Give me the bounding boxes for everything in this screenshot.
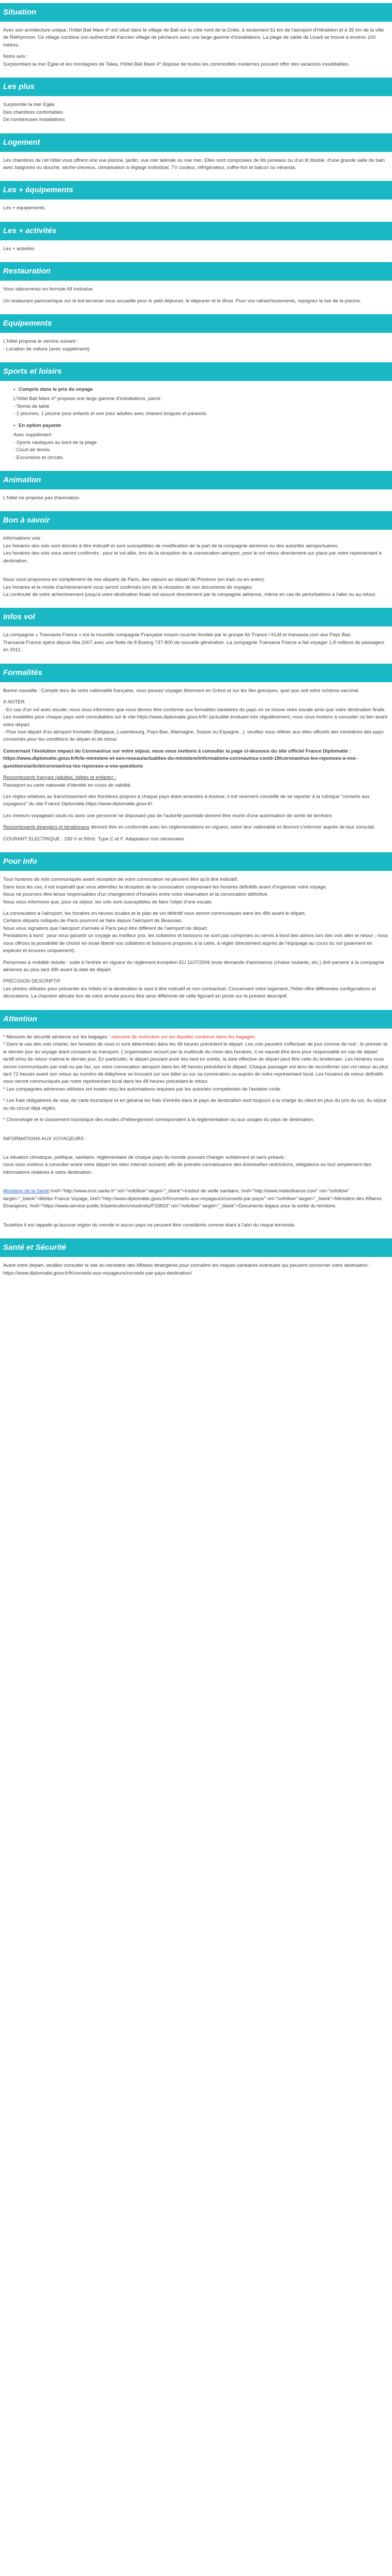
section-formalites	[0, 664, 392, 843]
section-title-bon-a-savoir: Bon à savoir	[0, 511, 392, 530]
pour-info-block3: Personnes à mobilité réduite : suite à l'entrée en vigueur du règlement européen EU 1107/2006 toute demande d'assistance (chaise roulante, etc.) doit parvenir à la compagnie aérienne au plus tard 48h avant la date de départ.	[3, 959, 384, 973]
sports-included-intro: L'hôtel Bali Mare 4* propose une large gamme d'installations, parmi :	[13, 396, 163, 402]
logement-description: Les chambres de cet hôtel vous offrent une vue piscine, jardin, vue mer latérale ou vue mer. Elles sont composées de lits jumeaux ou d'un lit double, d'une grande salle de bain avec baignoire ou douche, sèche-cheveux, climatisation à réglage individuel, TV couleur, réfrigérateur, coffre-fort et balcon ou véranda.	[3, 157, 385, 171]
liquids-restriction-link[interactable]: mesures de restriction sur les liquides contenus dans les bagages.	[111, 1034, 256, 1040]
travellers-info-title: INFORMATIONS AUX VOYAGEURS :	[3, 1136, 87, 1142]
pour-info-block4: PRÉCISION DESCRIPTIF Les photos utilisées pour présenter les hôtels et la destination le sont à titre indicatif et non-contractuel. Concernant votre logement, l'hôtel offre différentes configurations et décorations. La chambre allouée lors de votre arrivée pourra être ainsi différente de celle figurant en photo sur le présent descriptif.	[3, 978, 389, 1000]
terror-risk-note: Toutefois il est rappelé qu'aucune région du monde ni aucun pays ne peuvent être considérés comme étant à l'abri du risque terroriste.	[3, 1222, 296, 1228]
situation-opinion	[3, 53, 389, 68]
formalites-good-news: Bonne nouvelle : Compte tenu de votre nationalité française, vous pouvez voyager librement en Grèce et sur les îles grecques, quel que soit votre schéma vaccinal.	[3, 687, 360, 694]
section-les-plus	[0, 78, 392, 124]
borders-rules: Les règles relatives au franchissement des frontières propres à chaque pays étant amenées à évoluer, il est vivement conseillé de se reporter à la rubrique "conseils aux voyageurs" du site France Diplomatie,https://www.diplomatie.gouv.fr/.	[3, 794, 370, 807]
plus-item: De nombreuses installations	[3, 117, 65, 123]
vols-info: Informations vols : Les horaires des vols sont donnés à titre indicatif et sont susceptibles de modification de la part de la compagnie aérienne ou des autorités aéroportuaires. Les horaires des vols vous seront confirmés : pour le vol aller, lors de la réception de la convocation aéroport, pour le vol retour directement sur place par notre représentant à destination.	[3, 535, 382, 564]
minors-info: Les mineurs voyageant seuls ou avec une personne ne disposant pas de l'autorité parentale doivent être munis d'une autorisation de sortie de territoire.	[3, 812, 333, 819]
section-title-plus-activites: Les + activités	[0, 222, 392, 240]
opinion-label: Notre avis :	[3, 54, 28, 60]
section-title-les-plus: Les plus	[0, 78, 392, 96]
section-animation	[0, 471, 392, 502]
covid-link[interactable]: https://www.diplomatie.gouv.fr/fr/le-ministere-et-son-reseau/actualites-du-ministere/informations-coronavirus-covid-19/coronavirus-les-reponses-a-vos-questions/article/coronavirus-les-reponses-a-vos-questions	[3, 756, 357, 769]
section-pour-info	[0, 852, 392, 1001]
section-equipements	[0, 314, 392, 353]
province-info: Nous vous proposons en complément de nos départs de Paris, des séjours au départ de Province (en train ou en avion). Les horaires et le mode d'acheminement vous seront confirmés lors de la réception de vos documents de voyages. La continuité de votre acheminement jusqu'à votre destination finale est assuré directement par la compagnie aérienne, même en cas de perturbations à l'aller ou au retour.	[3, 577, 376, 597]
section-logement	[0, 133, 392, 172]
residents-title: Ressortissants français (adultes, bébés et enfants) :	[3, 775, 116, 781]
sports-included-item: - 2 piscines, 1 piscine pour enfants et une pour adultes avec chaises longues et parasols.	[13, 411, 208, 417]
attention-fees: * Les frais obligatoires de visa, de carte touristique et en général les frais d'entrée dans le pays de destination sont toujours à la charge du client en plus du prix du vol, du séjour ou du circuit déjà réglés.	[3, 1098, 387, 1111]
sante-text: Avant votre départ, veuillez consulter le site du ministère des Affaires étrangères pour connaître les risques sanitaires éventuels qui peuvent concerner votre destination : https://www.diplomatie.gouv.fr/fr/conseils-aux-voyageurs/conseils-par-pays-destination/	[3, 1263, 371, 1276]
sports-paid-item: - Sports nautiques au bord de la plage	[13, 439, 97, 446]
sports-paid-title: • En option payante	[11, 422, 389, 430]
section-title-pour-info: Pour info	[0, 852, 392, 871]
section-infos-vol	[0, 608, 392, 654]
plus-activites-text: Les + activités	[3, 246, 35, 252]
situation-description: Avec son architecture unique, l'hôtel Bali Mare 4* est situé dans le village de Bali sur la côte nord de la Crète, à seulement 51 km de l'aéroport d'Héraklion et à 35 km de la ville de Réthymnon. Ce village combine son authenticité d'ancien village de pêcheurs avec une large gamme d'installations. La plage de sable de Livadi se trouve à environ 100 mètres.	[3, 27, 384, 48]
section-title-restauration: Restauration	[0, 262, 392, 281]
sports-included-item: - Tennis de table	[13, 403, 50, 409]
opinion-text: Surplombant la mer Égée et les montagnes de Talea, l'hôtel Bali Mare 4* dispose de toutes les commodités modernes pouvant offrir des vacances inoubliables.	[3, 61, 350, 67]
bullet-icon: •	[13, 387, 16, 392]
section-bon-a-savoir	[0, 511, 392, 599]
section-title-equipements: Equipements	[0, 314, 392, 333]
section-sante-securite	[0, 1238, 392, 1277]
plus-equipements-text: Les + équipements	[3, 205, 45, 211]
section-title-sante-securite: Santé et Sécurité	[0, 1238, 392, 1257]
attention-classification: * Chronologie et le classement touristique des modes d'hébergement correspondent à la réglementation ou aux usages du pays de destination.	[3, 1117, 314, 1123]
note-title: A NOTER	[3, 699, 25, 706]
ministere-sante-link[interactable]: Ministère de la Santé	[3, 1188, 50, 1194]
travellers-info-text: La situation climatique, politique, sanitaire, réglementaire de chaque pays du monde pouvant changer subitement et sans préavis : nous vous invitons à consulter avant votre départ les sites Internet suivants afin de prendre connaissance des éventuelles restrictions, obligations ou tout simplement des informations relatives à votre destination.	[3, 1155, 371, 1175]
covid-info: Concernant l'évolution impact du Coronavirus sur votre séjour, nous vous invitons à consulter la page ci-dessous du site officiel France Diplomatie : https://www.diplomatie.gouv.fr/fr/le-ministere-et-son-reseau/actualites-du-ministere/informations-coronavirus-covid-19/coronavirus-les-reponses-a-vos-questions/article/coronavirus-les-reponses-a-vos-questions	[3, 748, 389, 770]
sports-paid-item: - Excursions et circuits.	[13, 454, 64, 461]
official-links: Ministère de la Santé href="http://www.invs.sante.fr" rel="nofollow" target="_blank">Institut de veille sanitaire, href="http://www.meteofrance.com" rel="nofollow" target="_blank">Météo France Voyage, href="http://www.diplomatie.gouv.fr/fr/conseils-aux-voyageurs/conseils-par-pays/" rel="nofollow" target="_blank">Ministère des Affaires Etrangères, href="https://www.service-public.fr/particuliers/vosdroits/F33833" rel="nofollow" target="_blank">Documents légaux pour la sortie du territoire.	[3, 1188, 382, 1209]
section-title-animation: Animation	[0, 471, 392, 489]
section-sports-loisirs	[0, 362, 392, 462]
residents-info: Ressortissants français (adultes, bébés et enfants) : Passeport ou carte nationale d'identité en cours de validité.	[3, 775, 132, 788]
formalites-notes: A NOTER - En cas d'un vol avec escale, nous vous informons que vous devrez être conforme aux formalités sanitaires du pays où se trouve votre escale ainsi que votre destination finale. Les modalités pour chaque pays sont consultables sur le site https://www.diplomatie.gouv.fr/fr/ (actualité évoluant très régulièrement, nous vous invitons à consulter ce lien avant votre départ. - Pour tout départ d'un aéroport frontalier (Belgique, Luxembourg, Pays-Bas, Allemagne, Suisse ou Espagne...), veuillez vous référer aux sites officiels des ministères des pays concernés pour les conditions de départ et de retour.	[3, 699, 389, 744]
section-restauration	[0, 262, 392, 305]
animation-text: L'hôtel ne propose pas d'animation.	[3, 495, 81, 501]
section-title-sports-loisirs: Sports et loisirs	[0, 362, 392, 381]
foreign-title: Ressortissants étrangers et binationaux	[3, 824, 89, 831]
equipements-intro: L'hôtel propose le service suivant :	[3, 339, 79, 345]
transavia-info: La compagnie « Transavia France » est la nouvelle compagnie Française moyen courrier fondée par le groupe Air France / KLM et transavia.com aux Pays Bas. Transavia France opère depuis Mai 2007 avec une flotte de 8 Boeing 737-800 de nouvelle génération. La compagnie Transavia France a fait voyager 1,8 millions de passagers en 2011.	[3, 632, 385, 653]
section-title-plus-equipements: Les + équipements	[0, 181, 392, 200]
restauration-formule: Vous séjournerez en formule All Inclusive.	[3, 286, 94, 293]
section-title-infos-vol: Infos vol	[0, 608, 392, 626]
plus-item: Surplombe la mer Egée	[3, 102, 55, 108]
equipements-item: - Location de voiture (avec supplément).	[3, 346, 91, 352]
sports-paid-item: - Court de tennis	[13, 447, 50, 453]
section-title-situation: Situation	[0, 3, 392, 22]
section-plus-activites	[0, 222, 392, 253]
plus-item: Des chambres confortables	[3, 109, 63, 115]
pour-info-block2: La convocation à l'aéroport, les horaires en heures locales et le plan de vol définitif vous seront communiqués dans les 48h avant le départ. Certains départs indiqués de Paris pourront se faire depuis l'aéroport de Beauvais. Nous vous signalons que l'aéroport d'arrivée à Paris peut être différent de l'aéroport de départ. Prestations à bord : pour vous garantir un voyage au meilleur prix, les collations et boissons ne sont pas comprises ou servis à bord des avions lors des vols aller et retour ; nous vous offrons la possibilité de choisir en toute liberté vos collations et boissons proposés à la carte, à régler directement auprès de l'équipage au cours du vol (paiement en espèces et écoures uniquement).	[3, 910, 388, 954]
section-title-formalites: Formalités	[0, 664, 392, 682]
sports-paid-intro: Avec supplément :	[13, 432, 54, 438]
section-title-attention: Attention	[0, 1010, 392, 1029]
section-title-logement: Logement	[0, 133, 392, 152]
section-plus-equipements	[0, 181, 392, 212]
section-attention	[0, 1010, 392, 1229]
restauration-description: Un restaurant panoramique sur le toit-terrasse vous accueille pour le petit déjeuner, le déjeuner et le dîner. Pour vos rafraichissements, rejoignez le bar de la piscine.	[3, 298, 361, 304]
section-situation	[0, 3, 392, 68]
precision-title: PRÉCISION DESCRIPTIF	[3, 978, 61, 985]
foreign-info: Ressortissants étrangers et binationaux devront être en conformité avec les réglementations en vigueur, selon leur nationalité et devront s'informer auprès de leur consulat.	[3, 824, 375, 831]
sports-included-title: • Compris dans le prix du voyage	[11, 386, 389, 393]
electric-current-info: COURANT ELECTRIQUE : 230 V et 50Hz. Type C et F. Adaptateur non nécessaire.	[3, 836, 186, 842]
bullet-icon: •	[13, 422, 16, 428]
pour-info-block1: Tous horaires de vols communiqués avant réception de votre convocation ne peuvent être qu'à titre indicatif. Dans tous les cas, il est impératif que vous attendiez la réception de la convocation comprenant les horaires définitifs avant d'organiser votre voyage. Nous ne pourrons être tenus responsables d'un changement d'horaires entre votre réservation et la convocation définitive. Nous vous informons que, pour ce séjour, les vols sont susceptibles de faire l'objet d'une escale.	[3, 877, 327, 905]
attention-lead: * Mesures de sécurité aérienne sur les bagages : mesures de restriction sur les liquides contenus dans les bagages. * Dans le cas des vols charter, les horaires de vous-ci sont déterminés dans les 48 heures précédent le départ. Les vols peuvent s'effectuer de jour comme de nuit ; le premier et le dernier jour du voyage étant consacré au transport. L'organisateur recourt par la multitude du choix des horaires, il ne saurait être tenu pour responsable en cas de départ tardif et/ou de retour matinal le dernier jour. En particulier, le départ pouvant avoir lieu tard en soirée, la date effective de départ peut être celle du lendemain. Les horaires vous seront communiqués par mail ou par fax, sur votre convocation aéroport dans les 48 heures précédant le départ. Chaque passager est tenu de reconfirmer son vol retour au plus tard 72 heures avant son retour au numéro de téléphone se trouvant sur son billet ou sur sa convocation ou auprès de notre représentant local. Les horaires de retour définitifs vous seront communiqués par notre représentant local dans les 48 heures précédant le retour. * Les compagnies aériennes utilisées ont toutes reçu les autorisations requises par les autorités compétentes de l'aviation civile.	[3, 1034, 388, 1092]
